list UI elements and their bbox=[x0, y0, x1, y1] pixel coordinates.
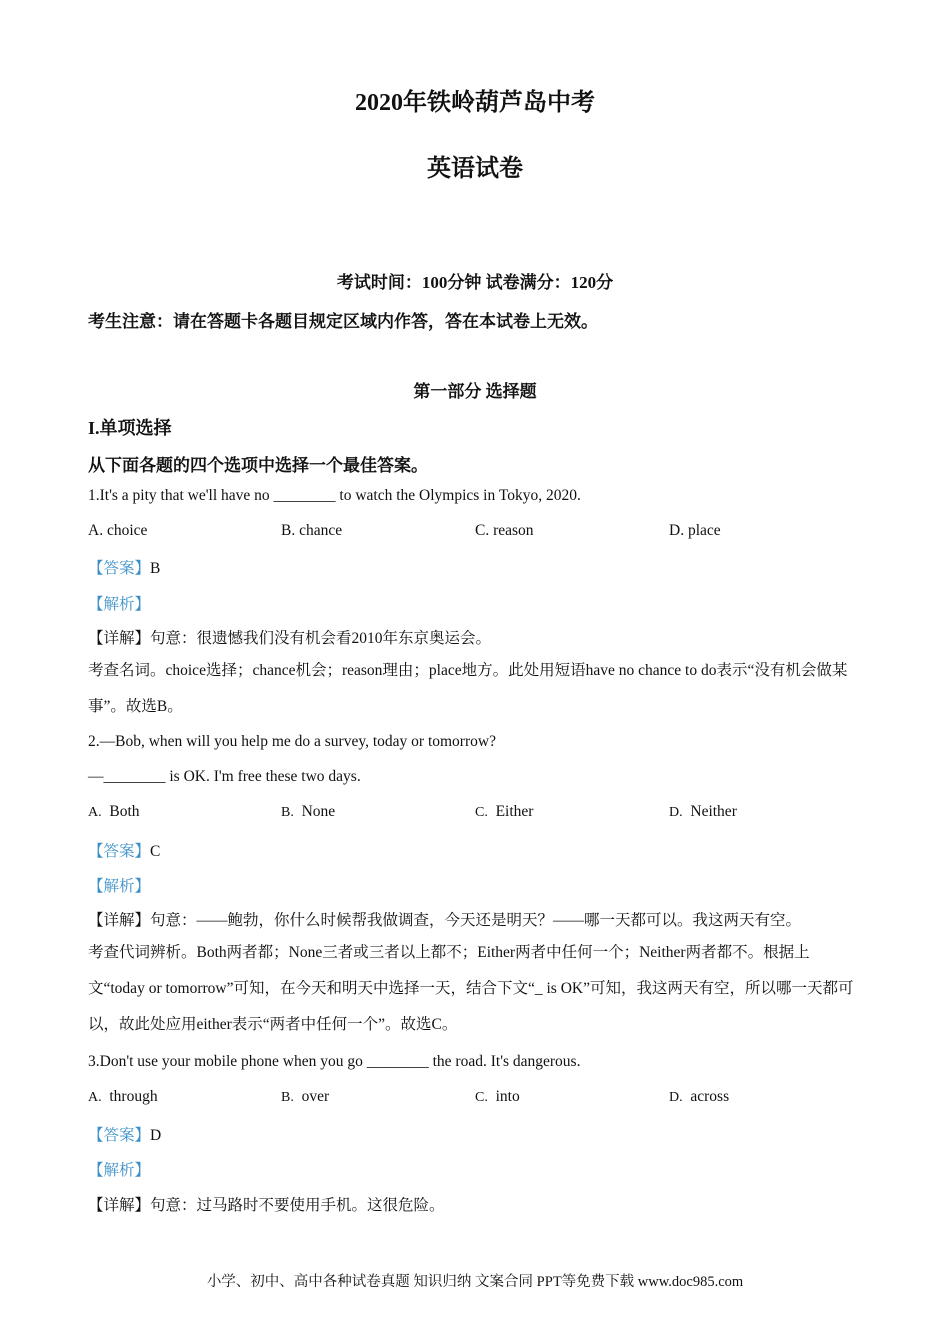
answer-label: 【答案】 bbox=[88, 1127, 151, 1144]
option-text: Either bbox=[495, 803, 534, 820]
section-title: I.单项选择 bbox=[88, 418, 172, 438]
option-letter: B. bbox=[281, 805, 294, 820]
question-3-analysis-label: 【解析】 bbox=[88, 1162, 151, 1179]
option-letter: B. bbox=[281, 1090, 294, 1105]
option-text: Neither bbox=[690, 803, 737, 820]
question-2-detail bbox=[88, 908, 801, 930]
question-1-option-a: A. choice bbox=[88, 522, 148, 539]
exam-subtitle: 英语试卷 bbox=[427, 156, 523, 182]
question-1-explanation: 考查名词。choice选择；chance机会；reason理由；place地方。此处用短语have no chance to do表示“没有机会做某事”。故选B。 bbox=[88, 662, 848, 715]
question-2-stem-reply: —________ is OK. I'm free these two days. bbox=[88, 768, 361, 785]
detail-label: 【详解】 bbox=[88, 630, 151, 647]
question-1-detail bbox=[88, 626, 491, 648]
detail-text: 句意：很遗憾我们没有机会看2010年东京奥运会。 bbox=[150, 630, 492, 647]
detail-text: 句意：——鲍勃，你什么时候帮我做调查，今天还是明天？——哪一天都可以。我这两天有空。 bbox=[150, 912, 802, 929]
option-letter: C. bbox=[475, 1090, 488, 1105]
option-letter: A. bbox=[88, 1090, 102, 1105]
question-2-option-c bbox=[475, 803, 533, 821]
question-1-option-c: C. reason bbox=[475, 522, 534, 539]
answer-label: 【答案】 bbox=[88, 560, 151, 577]
detail-label: 【详解】 bbox=[88, 912, 151, 929]
exam-notice: 考生注意：请在答题卡各题目规定区域内作答，答在本试卷上无效。 bbox=[88, 312, 598, 331]
answer-value: C bbox=[150, 843, 161, 860]
question-1-answer bbox=[88, 556, 160, 578]
page-footer: 小学、初中、高中各种试卷真题 知识归纳 文案合同 PPT等免费下载 www.doc985.com bbox=[206, 1274, 744, 1290]
option-text: into bbox=[495, 1088, 520, 1105]
question-2-option-b bbox=[281, 803, 335, 821]
question-2-option-d bbox=[669, 803, 737, 821]
question-3-option-b bbox=[281, 1088, 329, 1106]
option-letter: C. bbox=[475, 805, 488, 820]
question-2-analysis-label: 【解析】 bbox=[88, 878, 151, 895]
part-title: 第一部分 选择题 bbox=[413, 382, 537, 401]
option-text: over bbox=[301, 1088, 330, 1105]
detail-label: 【详解】 bbox=[88, 1197, 151, 1214]
question-2-option-a bbox=[88, 803, 140, 821]
question-3-option-a bbox=[88, 1088, 158, 1106]
question-1-stem: 1.It's a pity that we'll have no ________ to watch the Olympics in Tokyo, 2020. bbox=[88, 487, 581, 504]
question-3-option-d bbox=[669, 1088, 729, 1106]
answer-value: D bbox=[150, 1127, 162, 1144]
option-letter: D. bbox=[669, 1090, 683, 1105]
answer-label: 【答案】 bbox=[88, 843, 151, 860]
question-2-explanation: 考查代词辨析。Both两者都；None三者或三者以上都不；Either两者中任何一个；Neither两者都不。根据上文“today or tomorrow”可知，在今天和明天中选择一天，结合下文“_ is OK”可知，我这两天有空，所以哪一天都可以，故此处应用either表示“两者中任何一个”。故选C。 bbox=[88, 944, 854, 1033]
section-instruction: 从下面各题的四个选项中选择一个最佳答案。 bbox=[88, 456, 428, 475]
question-2-stem: 2.—Bob, when will you help me do a survey, today or tomorrow? bbox=[88, 733, 496, 750]
exam-title: 2020年铁岭葫芦岛中考 bbox=[355, 90, 595, 116]
option-text: across bbox=[690, 1088, 730, 1105]
answer-value: B bbox=[150, 560, 161, 577]
question-3-detail bbox=[88, 1193, 445, 1215]
option-text: Both bbox=[109, 803, 140, 820]
exam-info: 考试时间：100分钟 试卷满分：120分 bbox=[336, 273, 614, 292]
question-2-answer bbox=[88, 839, 160, 861]
option-text: None bbox=[301, 803, 336, 820]
option-text: through bbox=[109, 1088, 158, 1105]
detail-text: 句意：过马路时不要使用手机。这很危险。 bbox=[150, 1197, 445, 1214]
question-1-analysis-label: 【解析】 bbox=[88, 596, 151, 613]
question-3-answer bbox=[88, 1123, 161, 1145]
question-1-option-b: B. chance bbox=[281, 522, 343, 539]
option-letter: A. bbox=[88, 805, 102, 820]
question-3-stem: 3.Don't use your mobile phone when you go ________ the road. It's dangerous. bbox=[88, 1053, 581, 1070]
question-1-option-d: D. place bbox=[669, 522, 721, 539]
option-letter: D. bbox=[669, 805, 683, 820]
question-3-option-c bbox=[475, 1088, 520, 1106]
